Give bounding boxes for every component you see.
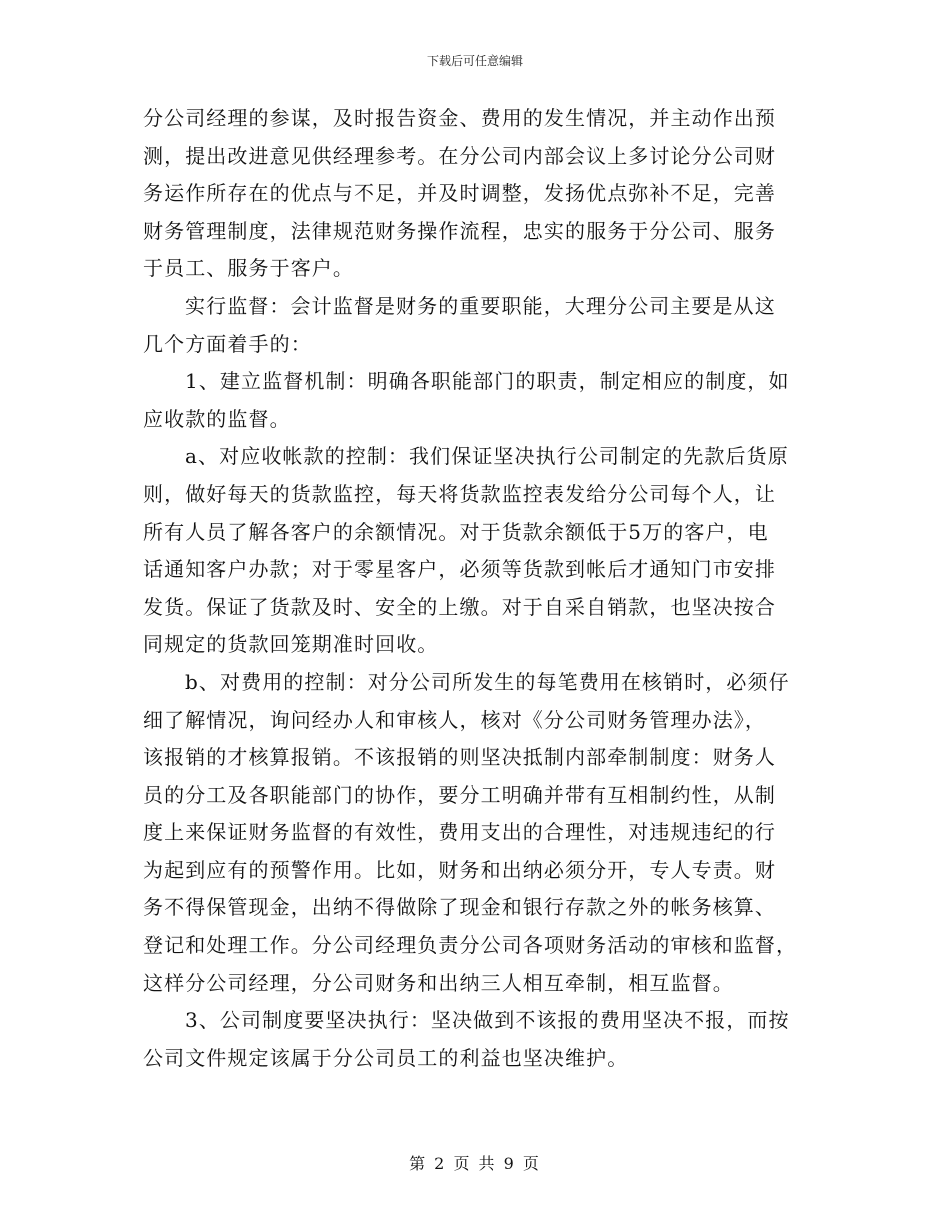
- text-line: a、对应收帐款的控制：我们保证坚决执行公司制定的先款后货原: [185, 444, 789, 469]
- text-line: 1、建立监督机制：明确各职能部门的职责，制定相应的制度，如: [185, 369, 790, 394]
- text-line: b、对费用的控制：对分公司所发生的每笔费用在核销时，必须仔: [185, 669, 790, 694]
- document-body: [143, 100, 809, 1077]
- text-line: 实行监督：会计监督是财务的重要职能，大理分公司主要是从这: [185, 293, 776, 318]
- text-line: 财务管理制度，法律规范财务操作流程，忠实的服务于分公司、服务: [143, 218, 776, 243]
- text-line: 几个方面着手的：: [143, 331, 312, 356]
- text-line: 该报销的才核算报销。不该报销的则坚决抵制内部牵制制度：财务人: [143, 745, 776, 770]
- text-line: 公司文件规定该属于分公司员工的利益也坚决维护。: [143, 1045, 629, 1070]
- text-line: 细了解情况，询问经办人和审核人，核对《分公司财务管理办法》，: [143, 707, 766, 732]
- text-line: 于员工、服务于客户。: [143, 256, 354, 281]
- page-number-footer: 第 2 页 共 9 页: [409, 1154, 541, 1173]
- text-line: 分公司经理的参谋，及时报告资金、费用的发生情况，并主动作出预: [143, 106, 776, 130]
- text-line: 发货。保证了货款及时、安全的上缴。对于自采自销款，也坚决按合: [143, 594, 776, 619]
- text-line: 为起到应有的预警作用。比如，财务和出纳必须分开，专人专责。财: [143, 857, 776, 882]
- text-line: 应收款的监督。: [143, 406, 291, 431]
- text-line: 同规定的货款回笼期准时回收。: [143, 632, 439, 657]
- text-line: 这样分公司经理，分公司财务和出纳三人相互牵制，相互监督。: [143, 970, 734, 995]
- text-line: 务运作所存在的优点与不足，并及时调整，发扬优点弥补不足，完善: [143, 181, 776, 206]
- text-line: 话通知客户办款；对于零星客户，必须等货款到帐后才通知门市安排: [143, 557, 776, 582]
- text-line: 则，做好每天的货款监控，每天将货款监控表发给分公司每个人，让: [143, 481, 776, 506]
- text-line: 务不得保管现金，出纳不得做除了现金和银行存款之外的帐务核算、: [143, 895, 776, 920]
- text-line: 员的分工及各职能部门的协作，要分工明确并带有互相制约性，从制: [143, 782, 776, 807]
- text-line: 3、公司制度要坚决执行：坚决做到不该报的费用坚决不报，而按: [185, 1008, 790, 1033]
- text-line: 登记和处理工作。分公司经理负责分公司各项财务活动的审核和监督，: [143, 933, 798, 958]
- text-line: 所有人员了解各客户的余额情况。对于货款余额低于5万的客户，电: [143, 519, 769, 544]
- page-header: 下载后可任意编辑: [426, 54, 523, 68]
- text-line: 测，提出改进意见供经理参考。在分公司内部会议上多讨论分公司财: [143, 143, 776, 168]
- text-line: 度上来保证财务监督的有效性，费用支出的合理性，对违规违纪的行: [143, 820, 776, 845]
